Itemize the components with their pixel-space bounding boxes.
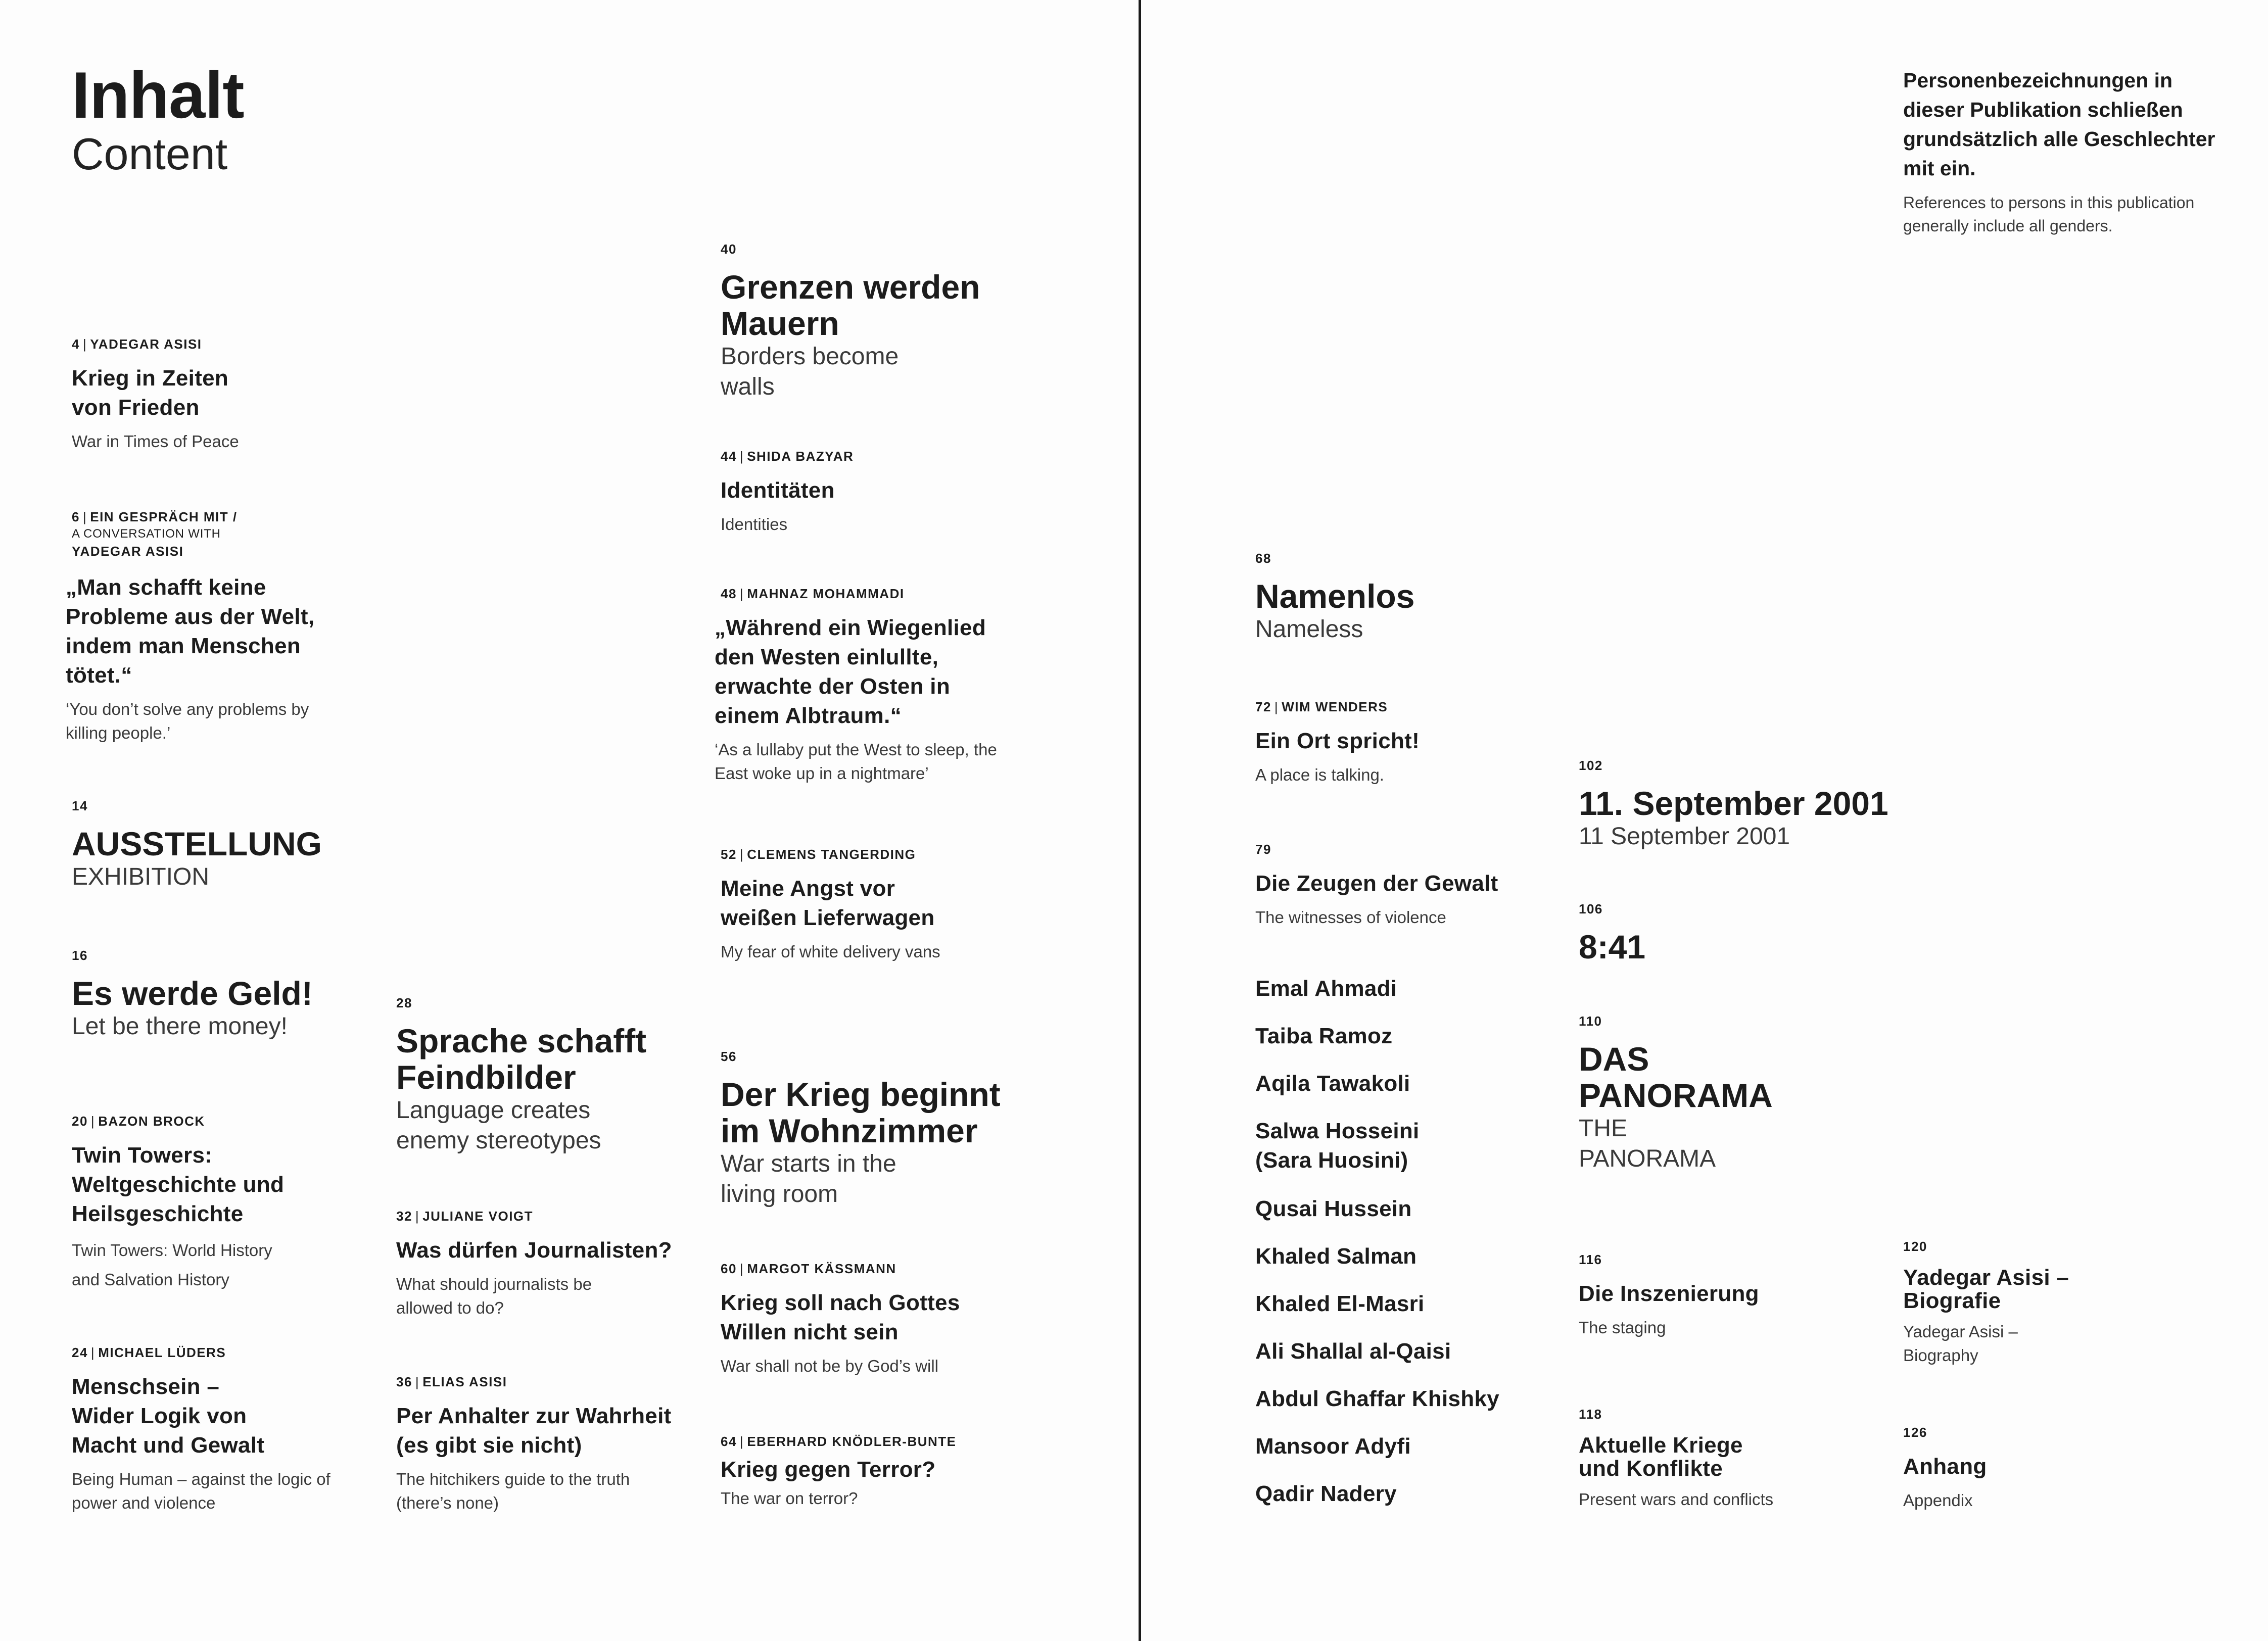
page-number: 68 bbox=[1255, 551, 1271, 566]
page-number: 24 bbox=[72, 1345, 88, 1360]
toc-entry[interactable]: 60 | MARGOT KÄSSMANN Krieg soll nach Gottes Willen nicht sein War shall not be by God’s will bbox=[721, 1262, 1034, 1378]
toc-entry[interactable]: 4 | YADEGAR ASISI Krieg in Zeiten von Frieden War in Times of Peace bbox=[72, 337, 385, 453]
page-number: 4 bbox=[72, 336, 80, 352]
entry-title: Twin Towers: Weltgeschichte und Heilsgeschichte bbox=[72, 1143, 285, 1226]
entry-subtitle: War in Times of Peace bbox=[72, 432, 239, 451]
entry-title: Menschsein – Wider Logik von Macht und Gewalt bbox=[72, 1374, 265, 1458]
witness-name: Taiba Ramoz bbox=[1255, 1024, 1393, 1048]
entry-subtitle: EXHIBITION bbox=[72, 863, 210, 890]
page-number: 72 bbox=[1255, 699, 1271, 714]
entry-subtitle: Present wars and conflicts bbox=[1579, 1490, 1774, 1509]
entry-title: Was dürfen Journalisten? bbox=[396, 1238, 672, 1263]
page-spread-divider bbox=[1139, 0, 1141, 1641]
toc-entry[interactable]: 20 | BAZON BROCK Twin Towers: Weltgeschichte und Heilsgeschichte Twin Towers: World History and Salvation History bbox=[72, 1115, 385, 1294]
witness-name: Khaled Salman bbox=[1255, 1244, 1417, 1269]
page-number: 16 bbox=[72, 948, 88, 963]
entry-title: Anhang bbox=[1903, 1454, 1987, 1479]
entry-title: Krieg soll nach Gottes Willen nicht sein bbox=[721, 1290, 960, 1344]
page-number: 120 bbox=[1903, 1239, 1927, 1254]
entry-subtitle: THE PANORAMA bbox=[1579, 1115, 1716, 1172]
page-number: 14 bbox=[72, 798, 88, 813]
entry-subtitle: Language creates enemy stereotypes bbox=[396, 1097, 601, 1154]
entry-title: Meine Angst vor weißen Lieferwagen bbox=[721, 876, 935, 930]
witness-name: Mansoor Adyfi bbox=[1255, 1434, 1411, 1459]
entry-title: Aktuelle Kriege und Konflikte bbox=[1579, 1433, 1743, 1481]
entry-title: Die Inszenierung bbox=[1579, 1281, 1759, 1306]
toc-entry[interactable] bbox=[721, 243, 1034, 402]
page-number: 110 bbox=[1579, 1013, 1602, 1029]
entry-subtitle: Yadegar Asisi – Biography bbox=[1903, 1322, 2018, 1365]
toc-entry[interactable]: 24 | MICHAEL LÜDERS Menschsein – Wider Logik von Macht und Gewalt Being Human – against the logic of power and violence bbox=[72, 1346, 385, 1515]
author: JULIANE VOIGT bbox=[422, 1209, 534, 1224]
entry-title: Der Krieg beginnt im Wohnzimmer bbox=[721, 1076, 1001, 1149]
entry-subtitle: ‘As a lullaby put the West to sleep, the East woke up in a nightmare’ bbox=[715, 740, 997, 783]
author: WIM WENDERS bbox=[1282, 699, 1388, 714]
entry-title: Identitäten bbox=[721, 478, 835, 503]
entry-title: „Man schafft keine Probleme aus der Welt, indem man Menschen tötet.“ bbox=[66, 575, 315, 688]
page-number: 40 bbox=[721, 242, 737, 257]
toc-entry[interactable] bbox=[1903, 1426, 2216, 1512]
page-number: 79 bbox=[1255, 842, 1271, 857]
entry-title: Ein Ort spricht! bbox=[1255, 729, 1420, 753]
entry-title: Grenzen werden Mauern bbox=[721, 268, 980, 342]
witness-name: Abdul Ghaffar Khishky bbox=[1255, 1386, 1500, 1411]
entry-subtitle: Identities bbox=[721, 515, 788, 534]
entry-title: Namenlos bbox=[1255, 577, 1415, 615]
entry-title: Krieg gegen Terror? bbox=[721, 1457, 936, 1482]
toc-entry[interactable]: 6 | EIN GESPRÄCH MIT / A CONVERSATION WITH YADEGAR ASISI „Man schafft keine Probleme aus der Welt, indem man Menschen tötet.“ ‘You don’t solve any problems by killing people.’ bbox=[72, 508, 385, 745]
author-name: YADEGAR ASISI bbox=[72, 544, 184, 559]
entry-subtitle: Let be there money! bbox=[72, 1013, 288, 1040]
page-number: 60 bbox=[721, 1261, 737, 1276]
entry-subtitle: My fear of white delivery vans bbox=[721, 942, 940, 961]
toc-entry[interactable] bbox=[1903, 1240, 2216, 1367]
toc-entry[interactable] bbox=[72, 799, 385, 892]
toc-entry[interactable] bbox=[1579, 1408, 1892, 1511]
page-number: 32 bbox=[396, 1209, 412, 1224]
toc-entry[interactable]: 44 | SHIDA BAZYAR Identitäten Identities bbox=[721, 450, 1034, 536]
toc-entry[interactable] bbox=[1579, 1253, 1892, 1339]
entry-subtitle: Twin Towers: World History and Salvation History bbox=[72, 1241, 272, 1289]
entry-title: Sprache schafft Feindbilder bbox=[396, 1022, 647, 1096]
toc-entry[interactable] bbox=[72, 949, 385, 1042]
author: ELIAS ASISI bbox=[422, 1374, 507, 1389]
entry-subtitle: Borders become walls bbox=[721, 343, 899, 400]
entry-title: AUSSTELLUNG bbox=[72, 825, 322, 862]
author: MARGOT KÄSSMANN bbox=[747, 1261, 896, 1276]
page-number: 102 bbox=[1579, 758, 1603, 773]
author: YADEGAR ASISI bbox=[90, 336, 202, 352]
toc-entry[interactable]: 72 | WIM WENDERS Ein Ort spricht! A place is talking. bbox=[1255, 700, 1569, 787]
toc-entry[interactable] bbox=[1255, 552, 1569, 645]
entry-title: „Während ein Wiegenlied den Westen einlullte, erwachte der Osten in einem Albtraum.“ bbox=[715, 615, 986, 728]
page-number: 56 bbox=[721, 1049, 737, 1064]
entry-subtitle: The hitchikers guide to the truth (there’s none) bbox=[396, 1470, 630, 1512]
page-number: 64 bbox=[721, 1434, 737, 1449]
page-number: 48 bbox=[721, 586, 737, 601]
entry-subtitle: Nameless bbox=[1255, 616, 1363, 643]
toc-entry[interactable]: 52 | CLEMENS TANGERDING Meine Angst vor weißen Lieferwagen My fear of white delivery vans bbox=[721, 848, 1034, 963]
page-number: 116 bbox=[1579, 1252, 1602, 1267]
page-number: 118 bbox=[1579, 1407, 1602, 1422]
toc-entry[interactable] bbox=[1579, 759, 1892, 852]
page-subtitle: Content bbox=[72, 129, 228, 179]
entry-subtitle: The staging bbox=[1579, 1318, 1666, 1337]
entry-title: Krieg in Zeiten von Frieden bbox=[72, 366, 229, 420]
gender-note-de: Personenbezeichnungen in dieser Publikation schließen grundsätzlich alle Geschlechter mit ein. bbox=[1903, 69, 2215, 180]
gender-note-en: References to persons in this publication generally include all genders. bbox=[1903, 194, 2195, 235]
page-number: 28 bbox=[396, 995, 412, 1010]
entry-subtitle: War shall not be by God’s will bbox=[721, 1357, 939, 1375]
gender-note bbox=[1903, 66, 2216, 237]
witness-name: Emal Ahmadi bbox=[1255, 976, 1397, 1001]
entry-subtitle: A place is talking. bbox=[1255, 765, 1384, 784]
toc-entry[interactable] bbox=[721, 1050, 1034, 1210]
author: EIN GESPRÄCH MIT / bbox=[90, 509, 238, 524]
toc-entry[interactable] bbox=[1579, 902, 1892, 965]
page-number: 6 bbox=[72, 509, 80, 524]
entry-subtitle: What should journalists be allowed to do? bbox=[396, 1275, 592, 1317]
entry-subtitle: The witnesses of violence bbox=[1255, 908, 1446, 927]
witness-name: Qusai Hussein bbox=[1255, 1196, 1412, 1221]
page-title: Inhalt bbox=[72, 58, 244, 132]
entry-title: Per Anhalter zur Wahrheit (es gibt sie nicht) bbox=[396, 1404, 672, 1458]
entry-subtitle: The war on terror? bbox=[721, 1489, 858, 1508]
page-number: 44 bbox=[721, 449, 737, 464]
witness-name: Ali Shallal al-Qaisi bbox=[1255, 1339, 1451, 1364]
entry-title: Yadegar Asisi – Biografie bbox=[1903, 1265, 2069, 1313]
entry-title: DAS PANORAMA bbox=[1579, 1040, 1773, 1114]
entry-title: Die Zeugen der Gewalt bbox=[1255, 871, 1498, 896]
toc-entry[interactable] bbox=[396, 996, 710, 1156]
page-number: 36 bbox=[396, 1374, 412, 1389]
entry-title: 11. September 2001 bbox=[1579, 785, 1888, 822]
author-translation: A CONVERSATION WITH bbox=[72, 527, 221, 541]
page-number: 106 bbox=[1579, 901, 1603, 916]
author: EBERHARD KNÖDLER-BUNTE bbox=[747, 1434, 957, 1449]
toc-entry[interactable]: 64 | EBERHARD KNÖDLER-BUNTE Krieg gegen Terror? The war on terror? bbox=[721, 1435, 1034, 1510]
page-number: 126 bbox=[1903, 1425, 1927, 1440]
entry-subtitle: War starts in the living room bbox=[721, 1150, 896, 1208]
author: MAHNAZ MOHAMMADI bbox=[747, 586, 905, 601]
page-number: 20 bbox=[72, 1114, 88, 1129]
witness-name: Qadir Nadery bbox=[1255, 1481, 1397, 1506]
toc-entry[interactable] bbox=[1579, 1015, 1892, 1174]
toc-entry[interactable]: 32 | JULIANE VOIGT Was dürfen Journalisten? What should journalists be allowed to do? bbox=[396, 1210, 710, 1320]
author: MICHAEL LÜDERS bbox=[98, 1345, 226, 1360]
author: SHIDA BAZYAR bbox=[747, 449, 854, 464]
entry-subtitle: Being Human – against the logic of power and violence bbox=[72, 1470, 330, 1512]
entry-title: Es werde Geld! bbox=[72, 975, 313, 1012]
toc-entry[interactable]: 48 | MAHNAZ MOHAMMADI „Während ein Wiegenlied den Westen einlullte, erwachte der Osten in einem Albtraum.“ ‘As a lullaby put the West to sleep, the East woke up in a nightmare’ bbox=[721, 587, 1034, 785]
entry-title: 8:41 bbox=[1579, 928, 1646, 966]
author: BAZON BROCK bbox=[98, 1114, 205, 1129]
page-number: 52 bbox=[721, 847, 737, 862]
author: CLEMENS TANGERDING bbox=[747, 847, 916, 862]
toc-entry[interactable] bbox=[1255, 843, 1569, 929]
witness-name: Khaled El-Masri bbox=[1255, 1291, 1425, 1316]
toc-entry[interactable]: 36 | ELIAS ASISI Per Anhalter zur Wahrheit (es gibt sie nicht) The hitchikers guide to the truth (there’s none) bbox=[396, 1375, 710, 1515]
entry-subtitle: Appendix bbox=[1903, 1491, 1973, 1510]
entry-subtitle: 11 September 2001 bbox=[1579, 823, 1790, 850]
witness-name: Aqila Tawakoli bbox=[1255, 1071, 1410, 1096]
entry-subtitle: ‘You don’t solve any problems by killing people.’ bbox=[66, 700, 309, 742]
witness-name: Salwa Hosseini (Sara Huosini) bbox=[1255, 1119, 1420, 1173]
